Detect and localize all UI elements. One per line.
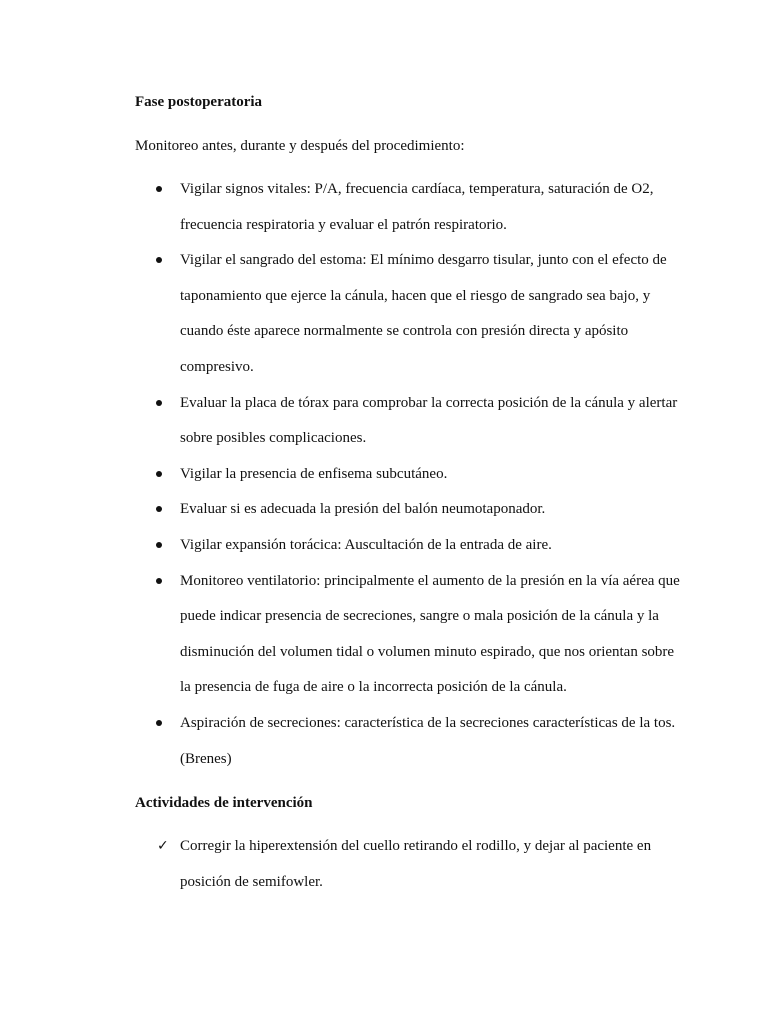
list-item [135,243,683,385]
document-page [135,86,683,900]
bullet-icon [156,186,162,192]
bullet-icon [156,720,162,726]
list-item-text: Corregir la hiperextensión del cuello retirando el rodillo, y dejar al paciente en posición de semifowler. [180,838,652,890]
list-item [135,829,683,900]
section-heading-intervencion: Actividades de intervención [135,795,313,812]
list-item [135,492,683,528]
list-item-text: Vigilar la presencia de enfisema subcutáneo. [180,465,448,482]
list-item [135,564,683,706]
intervention-list [135,829,683,900]
bullet-icon [156,400,162,406]
checkmark-icon: ✓ [157,838,169,855]
list-item-text: Evaluar si es adecuada la presión del balón neumotaponador. [180,501,546,518]
list-item-text: Vigilar el sangrado del estoma: El mínimo desgarro tisular, junto con el efecto de taponamiento que ejerce la cánula, hacen que el riesgo de sangrado sea bajo, y cuando éste aparece normalmente se controla con presión directa y apósito compresivo. [180,252,667,375]
list-item [135,706,683,777]
list-item-text: Evaluar la placa de tórax para comprobar la correcta posición de la cánula y alertar sobre posibles complicaciones. [180,394,678,447]
section-heading-postoperatoria: Fase postoperatoria [135,94,263,110]
list-item [135,528,683,564]
bullet-icon [156,471,162,477]
bullet-icon [156,578,162,584]
list-item-text: Monitoreo ventilatorio: principalmente el aumento de la presión en la vía aérea que puede indicar presencia de secreciones, sangre o mala posición de la cánula y la disminución del volumen tidal o volumen minuto espirado, que nos orientan sobre la presencia de fuga de aire o la incorrecta posición de la cánula. [180,572,680,696]
list-item-text: Vigilar signos vitales: P/A, frecuencia cardíaca, temperatura, saturación de O2, frecuencia respiratoria y evaluar el patrón respiratorio. [180,181,654,233]
list-item-text: Vigilar expansión torácica: Auscultación de la entrada de aire. [180,536,552,553]
list-item [135,386,683,457]
bullet-icon [156,257,162,263]
monitoring-list [135,172,683,777]
list-item [135,172,683,243]
list-item-text: Aspiración de secreciones: característica de la secreciones características de la tos. (Brenes) [180,714,676,767]
list-item [135,457,683,493]
bullet-icon [156,506,162,512]
intro-paragraph: Monitoreo antes, durante y después del procedimiento: [135,138,465,154]
bullet-icon [156,542,162,548]
